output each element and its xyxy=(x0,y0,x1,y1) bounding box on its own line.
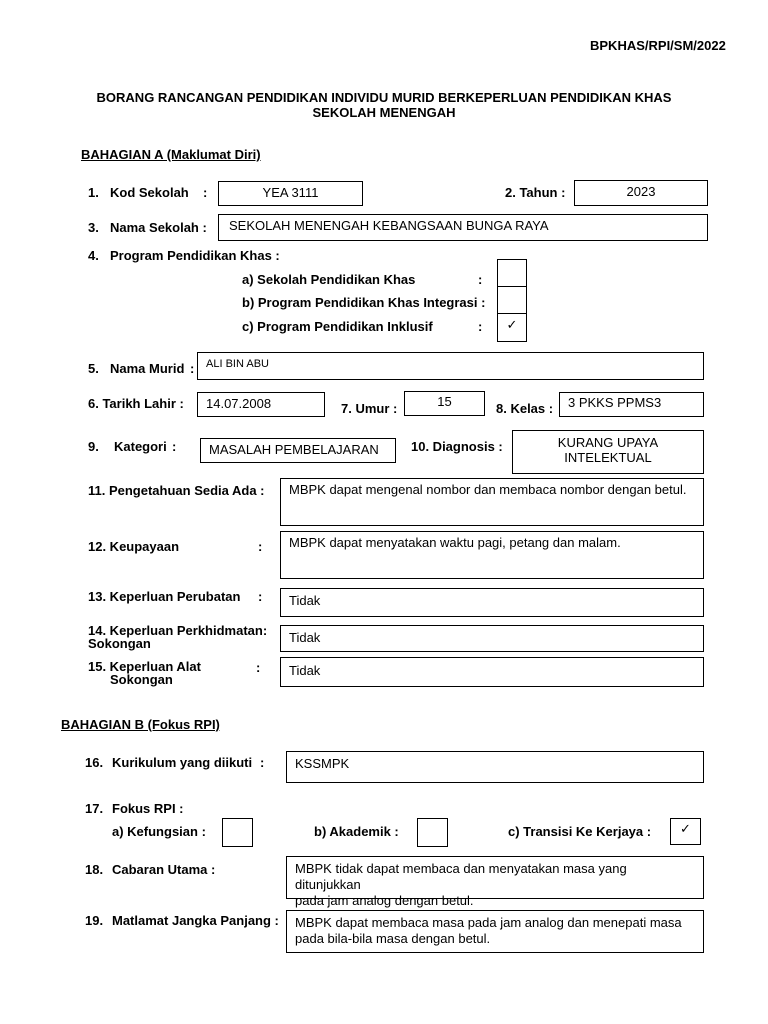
field-11-label: 11. Pengetahuan Sedia Ada : xyxy=(88,483,265,498)
form-title-line2: SEKOLAH MENENGAH xyxy=(312,105,456,120)
field-14-label-line2: Sokongan xyxy=(88,636,151,651)
diagnosis-line1: KURANG UPAYA xyxy=(557,435,659,450)
field-1-label: Kod Sekolah xyxy=(110,185,189,200)
field-12-label: 12. Keupayaan xyxy=(88,539,180,554)
kurikulum-field[interactable]: KSSMPK xyxy=(286,751,704,783)
section-b-heading: BAHAGIAN B (Fokus RPI) xyxy=(61,717,220,732)
tarikh-lahir-field[interactable]: 14.07.2008 xyxy=(197,392,325,417)
field-9-colon: : xyxy=(172,439,177,454)
field-13-colon: : xyxy=(258,589,263,604)
cabaran-utama-line2: pada jam analog dengan betul. xyxy=(295,893,474,908)
field-16-label: Kurikulum yang diikuti xyxy=(112,755,253,770)
field-15-label-line1: 15. Keperluan Alat xyxy=(88,659,201,674)
keperluan-perubatan-field[interactable]: Tidak xyxy=(280,588,704,617)
program-option-a-label: a) Sekolah Pendidikan Khas xyxy=(242,272,416,287)
form-title-line1: BORANG RANCANGAN PENDIDIKAN INDIVIDU MURID BERKEPERLUAN PENDIDIKAN KHAS xyxy=(96,90,672,105)
tahun-field[interactable]: 2023 xyxy=(574,180,708,206)
field-19-label: Matlamat Jangka Panjang : xyxy=(112,913,279,928)
umur-field[interactable]: 15 xyxy=(404,391,485,416)
field-16-colon: : xyxy=(260,755,265,770)
kategori-field[interactable]: MASALAH PEMBELAJARAN xyxy=(200,438,396,463)
matlamat-jangka-panjang-field[interactable] xyxy=(286,910,704,953)
field-3-number: 3. xyxy=(88,220,99,235)
program-option-c-colon: : xyxy=(478,319,483,334)
program-option-a-checkbox[interactable] xyxy=(497,259,527,287)
field-9-label: Kategori xyxy=(114,439,167,454)
field-15-label xyxy=(88,660,201,686)
keupayaan-field[interactable]: MBPK dapat menyatakan waktu pagi, petang dan malam. xyxy=(280,531,704,579)
field-4-number: 4. xyxy=(88,248,99,263)
document-code: BPKHAS/RPI/SM/2022 xyxy=(590,38,726,53)
field-9-number: 9. xyxy=(88,439,99,454)
field-16-number: 16. xyxy=(85,755,104,770)
program-option-b-label: b) Program Pendidikan Khas Integrasi : xyxy=(242,295,486,310)
field-15-label-line2: Sokongan xyxy=(110,672,173,687)
field-14-label-line1: 14. Keperluan Perkhidmatan: xyxy=(88,623,268,638)
field-2-label: 2. Tahun : xyxy=(505,185,566,200)
fokus-kefungsian-checkbox[interactable] xyxy=(222,818,253,847)
kod-sekolah-field[interactable]: YEA 3111 xyxy=(218,181,363,206)
field-1-colon: : xyxy=(203,185,208,200)
fokus-akademik-label: b) Akademik : xyxy=(314,824,399,839)
field-17-number: 17. xyxy=(85,801,104,816)
nama-sekolah-field[interactable]: SEKOLAH MENENGAH KEBANGSAAN BUNGA RAYA xyxy=(218,214,708,241)
program-option-c-label: c) Program Pendidikan Inklusif xyxy=(242,319,433,334)
kelas-field[interactable]: 3 PKKS PPMS3 xyxy=(559,392,704,417)
keperluan-perkhidmatan-field[interactable]: Tidak xyxy=(280,625,704,652)
fokus-transisi-checkbox[interactable]: ✓ xyxy=(670,818,701,845)
cabaran-utama-field[interactable] xyxy=(286,856,704,908)
program-option-c-checkbox[interactable]: ✓ xyxy=(497,313,527,342)
field-19-number: 19. xyxy=(85,913,104,928)
fokus-transisi-label: c) Transisi Ke Kerjaya : xyxy=(508,824,652,839)
nama-murid-field[interactable]: ALI BIN ABU xyxy=(197,352,704,380)
field-5-number: 5. xyxy=(88,361,99,376)
fokus-akademik-checkbox[interactable] xyxy=(417,818,448,847)
field-10-label: 10. Diagnosis : xyxy=(411,439,503,454)
cabaran-utama-line1: MBPK tidak dapat membaca dan menyatakan masa yang ditunjukkan xyxy=(295,861,627,892)
field-5-label: Nama Murid xyxy=(110,361,185,376)
fokus-kefungsian-label: a) Kefungsian : xyxy=(112,824,206,839)
field-4-label: Program Pendidikan Khas : xyxy=(110,248,280,263)
program-option-a-colon: : xyxy=(478,272,483,287)
diagnosis-line2: INTELEKTUAL xyxy=(564,450,652,465)
field-13-label: 13. Keperluan Perubatan xyxy=(88,589,241,604)
diagnosis-field[interactable] xyxy=(512,430,704,474)
field-18-number: 18. xyxy=(85,862,104,877)
field-8-label: 8. Kelas : xyxy=(496,401,554,416)
section-a-heading: BAHAGIAN A (Maklumat Diri) xyxy=(81,147,261,162)
field-18-label: Cabaran Utama : xyxy=(112,862,216,877)
field-3-label: Nama Sekolah : xyxy=(110,220,207,235)
field-15-colon: : xyxy=(256,660,261,675)
form-title xyxy=(0,90,768,120)
field-6-label: 6. Tarikh Lahir : xyxy=(88,396,184,411)
field-17-label: Fokus RPI : xyxy=(112,801,184,816)
keperluan-alat-field[interactable]: Tidak xyxy=(280,657,704,687)
pengetahuan-sedia-ada-field[interactable]: MBPK dapat mengenal nombor dan membaca nombor dengan betul. xyxy=(280,478,704,526)
matlamat-line2: pada bila-bila masa dengan betul. xyxy=(295,931,491,946)
matlamat-line1: MBPK dapat membaca masa pada jam analog dan menepati masa xyxy=(295,915,682,930)
program-option-b-checkbox[interactable] xyxy=(497,286,527,314)
field-14-label xyxy=(88,624,267,650)
field-5-colon: : xyxy=(190,361,195,376)
field-1-number: 1. xyxy=(88,185,99,200)
field-12-colon: : xyxy=(258,539,263,554)
field-7-label: 7. Umur : xyxy=(341,401,398,416)
